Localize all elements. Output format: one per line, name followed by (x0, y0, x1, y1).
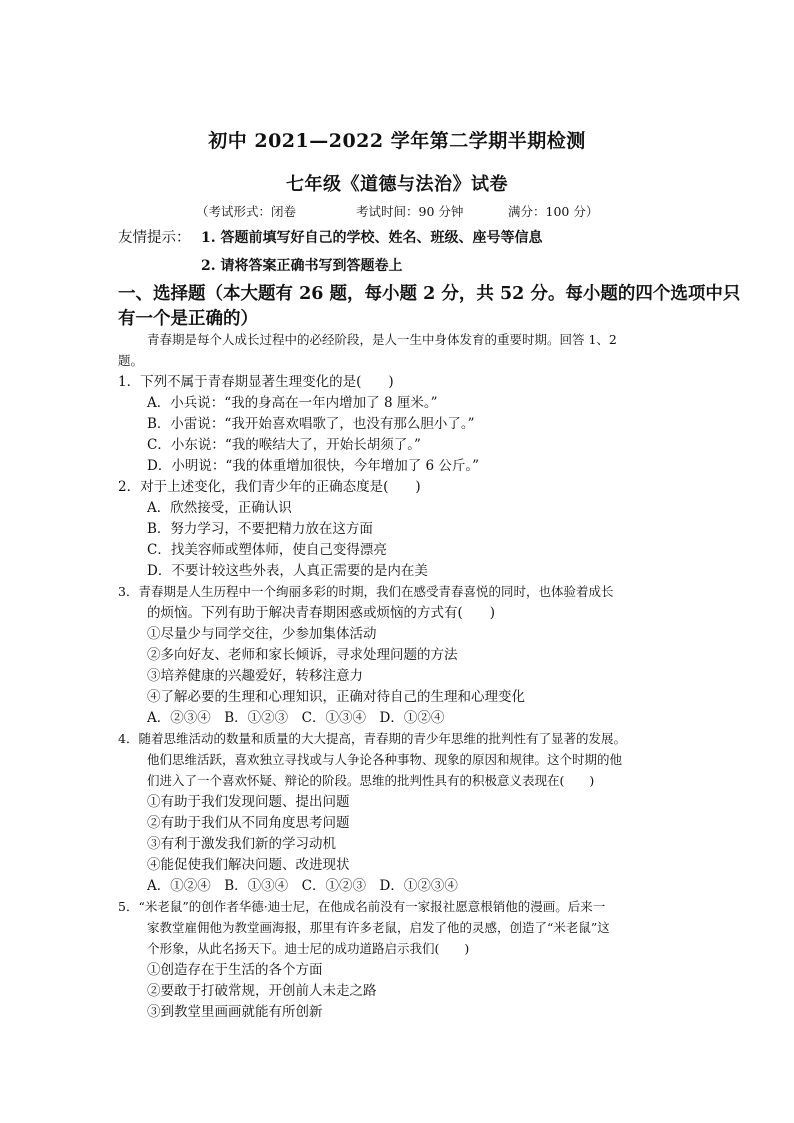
question-2-stem: 2．对于上述变化，我们青少年的正确态度是( ) (118, 479, 421, 495)
exam-form: （考试形式：闭卷 (196, 204, 297, 219)
question-1-stem: 1．下列不属于青春期显著生理变化的是( ) (118, 374, 394, 390)
question-2-option-d: D．不要计较这些外表，人真正需要的是内在美 (147, 563, 428, 579)
question-3-option-1: ①尽量少与同学交往，少参加集体活动 (147, 626, 377, 642)
question-4-option-2: ②有助于我们从不同角度思考问题 (147, 815, 350, 831)
question-5-line2: 家教堂雇佣他为教堂画海报，那里有许多老鼠，启发了他的灵感，创造了“米老鼠”这 (147, 920, 610, 935)
question-2-option-c: C．找美容师或塑体师，使自己变得漂亮 (147, 542, 387, 558)
question-4-line1: 4．随着思维活动的数量和质量的大大提高，青春期的青少年思维的批判性有了显著的发展。 (118, 731, 626, 746)
question-5-option-2: ②要敢于打破常规，开创前人未走之路 (147, 983, 377, 999)
question-5-option-3: ③到教堂里画画就能有所创新 (147, 1004, 323, 1020)
question-4-line3: 们进入了一个喜欢怀疑、辩论的阶段。思维的批判性具有的积极意义表现在( ) (147, 773, 595, 788)
question-3-line2: 的烦恼。下列有助于解决青春期困惑或烦恼的方式有( ) (147, 605, 496, 621)
question-3-option-4: ④了解必要的生理和心理知识，正确对待自己的生理和心理变化 (147, 689, 525, 705)
question-1-option-c: C．小东说：“我的喉结大了，开始长胡须了。” (147, 437, 421, 453)
question-1-option-d: D．小明说：“我的体重增加很快，今年增加了 6 公斤。” (147, 458, 480, 474)
section-heading-line1: 一、选择题（本大题有 26 题，每小题 2 分，共 52 分。每小题的四个选项中只 (118, 284, 741, 304)
tip-item-1: 1. 答题前填写好自己的学校、姓名、班级、座号等信息 (201, 230, 543, 246)
question-4-line2: 他们思维活跃，喜欢独立寻找或与人争论各种事物、现象的原因和规律。这个时期的他 (147, 752, 623, 767)
question-3-choices: A．②③④ B．①②③ C．①③④ D．①②④ (147, 710, 445, 726)
question-2-option-b: B．努力学习，不要把精力放在这方面 (147, 521, 373, 537)
question-3-option-2: ②多向好友、老师和家长倾诉，寻求处理问题的方法 (147, 647, 458, 663)
question-5-line3: 个形象，从此名扬天下。迪士尼的成功道路启示我们( ) (147, 941, 470, 956)
question-4-option-1: ①有助于我们发现问题、提出问题 (147, 794, 350, 810)
question-4-choices: A．①②④ B．①③④ C．①②③ D．①②③④ (147, 878, 458, 894)
exam-time: 考试时间：90 分钟 (356, 204, 464, 219)
question-1-option-a: A．小兵说：“我的身高在一年内增加了 8 厘米。” (147, 395, 438, 411)
intro-line1: 青春期是每个人成长过程中的必经阶段，是人一生中身体发育的重要时期。回答 1、2 (147, 332, 617, 347)
question-5-line1: 5．“米老鼠”的创作者华德·迪士尼，在他成名前没有一家报社愿意根销他的漫画。后来一 (118, 899, 606, 914)
section-heading-line2: 有一个是正确的） (118, 309, 258, 329)
question-3-option-3: ③培养健康的兴趣爱好，转移注意力 (147, 668, 363, 684)
exam-subtitle: 七年级《道德与法治》试卷 (286, 174, 508, 195)
tips-label: 友情提示： (118, 230, 191, 246)
question-1-option-b: B．小雷说：“我开始喜欢唱歌了，也没有那么胆小了。” (147, 416, 475, 432)
question-2-option-a: A．欣然接受，正确认识 (147, 500, 292, 516)
exam-title: 初中 2021—2022 学年第二学期半期检测 (208, 130, 586, 152)
exam-score: 满分：100 分） (508, 204, 599, 219)
intro-line2: 题。 (118, 353, 144, 368)
tip-item-2: 2. 请将答案正确书写到答题卷上 (201, 258, 403, 274)
question-4-option-4: ④能促使我们解决问题、改进现状 (147, 857, 350, 873)
question-4-option-3: ③有利于激发我们新的学习动机 (147, 836, 336, 852)
question-5-option-1: ①创造存在于生活的各个方面 (147, 962, 323, 978)
question-3-line1: 3．青春期是人生历程中一个绚丽多彩的时期，我们在感受青春喜悦的同时，也体验着成长 (118, 584, 614, 599)
